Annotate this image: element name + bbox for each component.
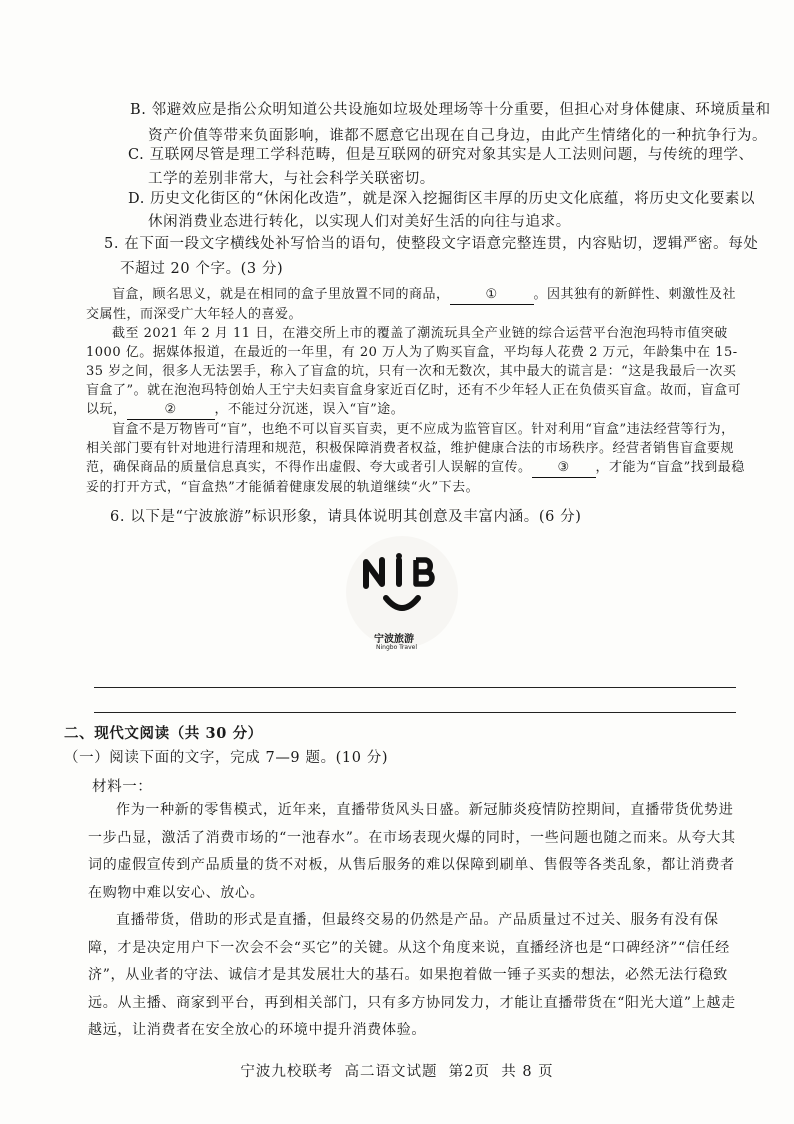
answer-line-1[interactable]	[94, 687, 736, 688]
passage-paragraph-3: 盲盒不是万物皆可“盲”，也绝不可以盲买盲卖，更不应成为监管盲区。针对利用“盲盒”违法经营等行为，相关部门要有针对地进行清理和规范，积极保障消费者权益，维护健康合法的市场秩序。经营者销售盲盒要规范，确保商品的质量信息真实，不得作出虚假、夸大或者引人误解的宣传。 ③ ，才能为“盲盒”找到最稳妥的打开方式，“盲盒热”才能循着健康发展的轨道继续“火”下去。	[86, 422, 745, 495]
option-b-line2: 资产价值等带来负面影响，谁都不愿意它出现在自己身边，由此产生情绪化的一种抗争行为。	[148, 128, 768, 144]
material-paragraph-2: 直播带货，借助的形式是直播，但最终交易的仍然是产品。产品质量过不过关、服务有没有保障，才是决定用户下一次会不会“买它”的关键。从这个角度来说，直播经济也是“口碑经济”“信任经济”，从业者的守法、诚信才是其发展壮大的基石。如果抱着做一锤子买卖的想法，必然无法行稳致远。从主播、商家到平台，再到相关部门，只有多方协同发力，才能让直播带货在“阳光大道”上越走越远，让消费者在安全放心的环境中提升消费体验。	[88, 912, 736, 1038]
option-c-line2: 工学的差别非常大，与社会科学关联密切。	[148, 171, 435, 187]
option-d-line1: D. 历史文化街区的“休闲化改造”，就是深入挖掘街区丰厚的历史文化底蕴，将历史文化要素以	[128, 191, 756, 207]
passage-paragraph-1: 盲盒，顾名思义，就是在相同的盒子里放置不同的商品， ① 。因其独有的新鲜性、刺激性及社交属性，而深受广大年轻人的喜爱。	[86, 287, 737, 322]
question5-passage	[86, 285, 746, 497]
ningbo-travel-logo	[344, 526, 460, 662]
material-one-text	[88, 797, 742, 1045]
logo-en-text: Ningbo Travel	[376, 644, 417, 651]
material-paragraph-1: 作为一种新的零售模式，近年来，直播带货风头日盛。新冠肺炎疫情防控期间，直播带货优势进一步凸显，激活了消费市场的“一池春水”。在市场表现火爆的同时，一些问题也随之而来。从夸大其词的虚假宣传到产品质量的货不对板，从售后服务的难以保障到刷单、售假等各类乱象，都让消费者在购物中难以安心、放心。	[88, 802, 736, 901]
option-d-line2: 休闲消费业态进行转化，以实现人们对美好生活的向往与追求。	[148, 214, 571, 230]
question6-stem: 6. 以下是“宁波旅游”标识形象，请具体说明其创意及丰富内涵。(6 分)	[110, 509, 582, 525]
question5-stem-line1: 5. 在下面一段文字横线处补写恰当的语句，使整段文字语意完整连贯，内容贴切，逻辑严密。每处	[104, 236, 759, 252]
material-one-label: 材料一：	[92, 779, 153, 795]
answer-blank-3[interactable]: ③	[532, 458, 596, 478]
answer-blank-1[interactable]: ①	[450, 285, 534, 305]
logo-cn-text: 宁波旅游	[374, 634, 414, 645]
answer-line-2[interactable]	[94, 712, 736, 713]
answer-blank-2[interactable]: ②	[127, 400, 215, 420]
page-footer: 宁波九校联考 高二语文试题 第2页 共 8 页	[240, 1064, 554, 1080]
question5-stem-line2: 不超过 20 个字。(3 分)	[120, 261, 284, 277]
section2-heading: 二、现代文阅读（共 30 分）	[64, 725, 263, 742]
option-b-line1: B. 邻避效应是指公众明知道公共设施如垃圾处理场等十分重要，但担心对身体健康、环境质量和	[130, 102, 771, 118]
passage-paragraph-2: 截至 2021 年 2 月 11 日，在港交所上市的覆盖了潮流玩具全产业链的综合运营平台泡泡玛特市值突破 1000 亿。据媒体报道，在最近的一年里，有 20 万人为了购买盲盒，平均每人花费 2 万元，年龄集中在 15-35 岁之间，很多人无法罢手，称入了盲盒的坑，只有一次和无数次，其中最大的谎言是：“这是我最后一次买盲盒了”。就在泡泡玛特创始人王宁夫妇卖盲盒身家近百亿时，还有不少年轻人正在负债买盲盒。故而，盲盒可以玩， ② ，不能过分沉迷，误入“盲”途。	[86, 324, 746, 420]
section2-subheading: （一）阅读下面的文字，完成 7—9 题。(10 分)	[64, 750, 389, 766]
option-c-line1: C. 互联网尽管是理工学科范畴，但是互联网的研究对象其实是人工法则问题，与传统的理学、	[128, 147, 754, 163]
